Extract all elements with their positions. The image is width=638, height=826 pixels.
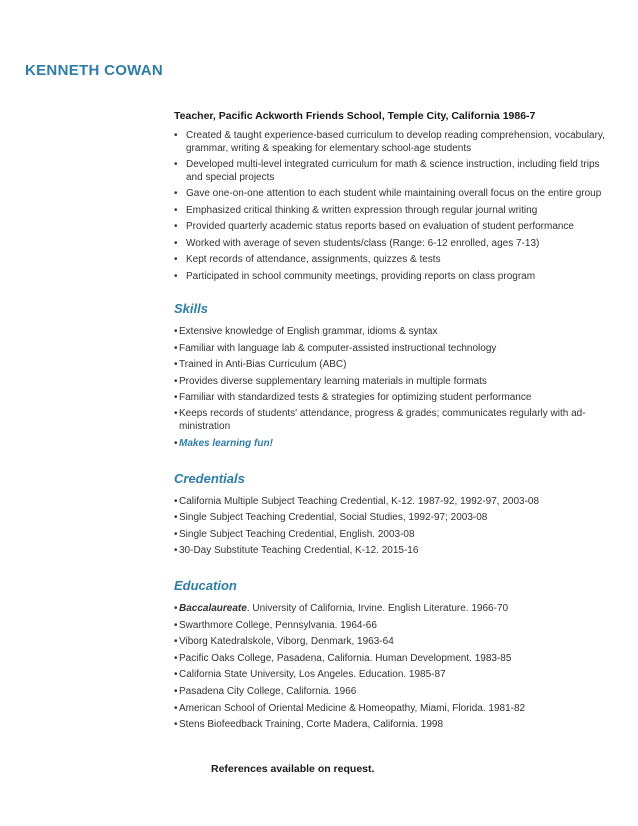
job-duties-list — [174, 130, 614, 283]
job-duty: • Kept records of attendance, assignments, quizzes & tests — [174, 254, 614, 267]
skill-highlight: Makes learning fun! — [179, 437, 273, 449]
job-duty: • Gave one-on-one attention to each student while maintaining overall focus on the entire group — [174, 188, 614, 201]
education-item — [174, 601, 614, 618]
credential-item: • Single Subject Teaching Credential, English. 2003-08 — [174, 527, 614, 544]
credential-item: • California Multiple Subject Teaching Credential, K-12. 1987-92, 1992-97, 2003-08 — [174, 494, 614, 511]
job-duty: • Worked with average of seven students/class (Range: 6-12 enrolled, ages 7-13) — [174, 238, 614, 251]
skill-item: • Familiar with language lab & computer-assisted instructional technology — [174, 341, 614, 358]
education-item: • Stens Biofeedback Training, Corte Madera, California. 1998 — [174, 717, 614, 734]
education-item: • Viborg Katedralskole, Viborg, Denmark, 1963-64 — [174, 634, 614, 651]
job-duty: • Created & taught experience-based curriculum to develop reading comprehension, vocabulary, grammar, writing & speaking for elementary school-age students — [174, 130, 614, 155]
resume-body — [174, 110, 614, 734]
skill-item: • Extensive knowledge of English grammar, idioms & syntax — [174, 324, 614, 341]
skills-heading: Skills — [174, 301, 208, 316]
job-duty: • Participated in school community meetings, providing reports on class program — [174, 271, 614, 284]
education-item: • American School of Oriental Medicine & Homeopathy, Miami, Florida. 1981-82 — [174, 701, 614, 718]
education-item: • Swarthmore College, Pennsylvania. 1964-66 — [174, 618, 614, 635]
skill-item: • Trained in Anti-Bias Curriculum (ABC) — [174, 357, 614, 374]
job-title: Teacher, Pacific Ackworth Friends School, Temple City, California 1986-7 — [174, 110, 536, 122]
education-heading: Education — [174, 577, 237, 593]
degree-name: Baccalaureate — [179, 602, 247, 614]
skill-item: • Familiar with standardized tests & strategies for optimizing student performance — [174, 390, 614, 407]
job-duty: • Provided quarterly academic status reports based on evaluation of student performance — [174, 221, 614, 234]
credentials-list — [174, 494, 614, 560]
education-item: • Pasadena City College, California. 1966 — [174, 684, 614, 701]
credential-item: • Single Subject Teaching Credential, Social Studies, 1992-97; 2003-08 — [174, 510, 614, 527]
credential-item: • 30-Day Substitute Teaching Credential, K-12. 2015-16 — [174, 543, 614, 560]
skills-list — [174, 324, 614, 453]
degree-details: . University of California, Irvine. English Literature. 1966-70 — [246, 602, 509, 614]
credentials-heading: Credentials — [174, 470, 245, 486]
skill-highlight-item — [174, 436, 614, 453]
education-list — [174, 601, 614, 734]
skill-item: • Provides diverse supplementary learning materials in multiple formats — [174, 374, 614, 391]
skill-item: • Keeps records of students' attendance, progress & grades; communicates regularly with ad-ministration — [174, 407, 614, 433]
job-duty: • Emphasized critical thinking & written expression through regular journal writing — [174, 205, 614, 218]
references-note: References available on request. — [211, 763, 375, 775]
job-duty: • Developed multi-level integrated curriculum for math & science instruction, including field trips and special projects — [174, 159, 614, 184]
education-item: • Pacific Oaks College, Pasadena, California. Human Development. 1983-85 — [174, 651, 614, 668]
education-item: • California State University, Los Angeles. Education. 1985-87 — [174, 667, 614, 684]
candidate-name: KENNETH COWAN — [25, 62, 164, 79]
